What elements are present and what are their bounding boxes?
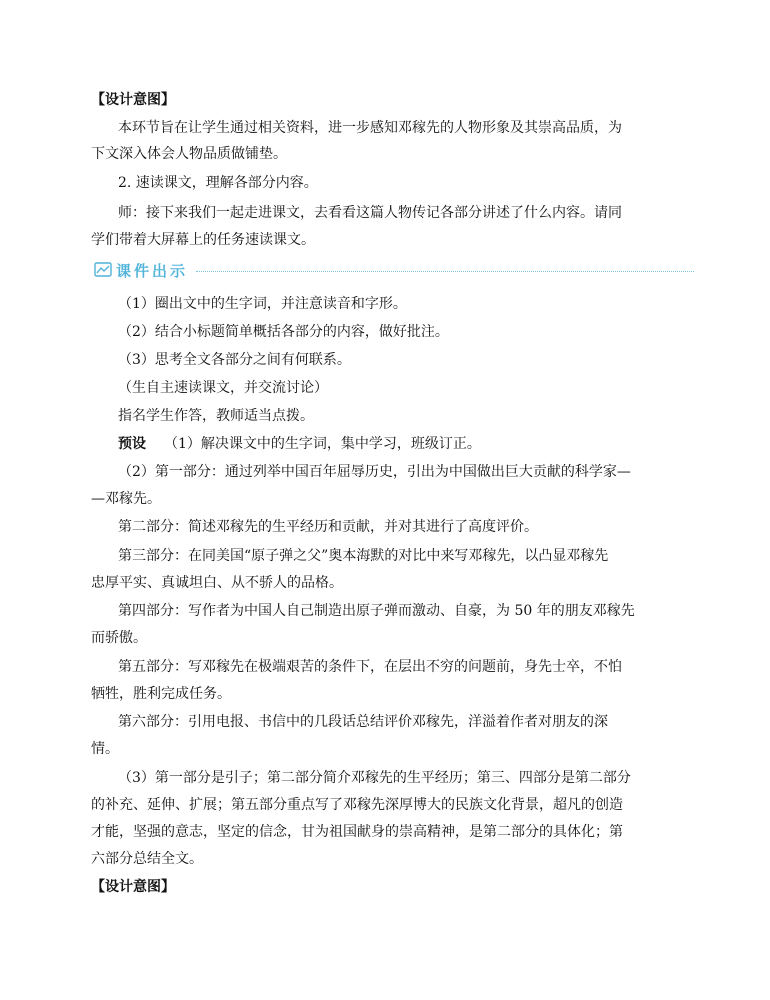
- preset-item-1: [118, 434, 770, 454]
- courseware-item-4: （生自主速读课文，并交流讨论）: [118, 380, 328, 396]
- courseware-divider: [196, 271, 694, 272]
- teacher-paragraph-line1: 师：接下来我们一起走进课文，去看看这篇人物传记各部分讲述了什么内容。请同: [118, 205, 622, 221]
- part-2-summary: 第二部分：简述邓稼先的生平经历和贡献，并对其进行了高度评价。: [118, 519, 538, 535]
- courseware-item-2: （2）结合小标题简单概括各部分的内容，做好批注。: [118, 324, 449, 340]
- part-6-summary-line2: 情。: [91, 741, 119, 757]
- part-5-summary-line1: 第五部分：写邓稼先在极端艰苦的条件下，在层出不穷的问题前，身先士卒，不怕: [118, 659, 622, 675]
- step-2-heading: 2. 速读课文，理解各部分内容。: [118, 175, 318, 191]
- part-5-summary-line2: 牺牲，胜利完成任务。: [91, 686, 231, 702]
- preset-item-2-line2: —邓稼先。: [91, 491, 161, 507]
- design-intent-heading: 【设计意图】: [91, 92, 175, 108]
- teacher-paragraph-line2: 学们带着大屏幕上的任务速读课文。: [91, 232, 315, 248]
- preset-item-3-line4: 六部分总结全文。: [91, 851, 203, 867]
- preset-item-3-line3: 才能，坚强的意志，坚定的信念，甘为祖国献身的崇高精神，是第二部分的具体化；第: [91, 824, 623, 840]
- preset-item-3-line1: （3）第一部分是引子；第二部分简介邓稼先的生平经历；第三、四部分是第二部分: [118, 770, 631, 786]
- preset-item-1-text: （1）解决课文中的生字词，集中学习，班级订正。: [164, 436, 481, 452]
- part-4-summary-line1: 第四部分：写作者为中国人自己制造出原子弹而激动、自豪，为 50 年的朋友邓稼先: [118, 603, 635, 619]
- preset-label: 预设: [118, 436, 146, 452]
- courseware-item-3: （3）思考全文各部分之间有何联系。: [118, 352, 351, 368]
- chart-icon: [94, 262, 112, 278]
- part-3-summary-line2: 忠厚平实、真诚坦白、从不骄人的品格。: [91, 575, 343, 591]
- courseware-item-5: 指名学生作答，教师适当点拨。: [118, 408, 314, 424]
- design-intent-paragraph-line2: 下文深入体会人物品质做铺垫。: [91, 146, 287, 162]
- courseware-title: 课件出示: [116, 261, 189, 280]
- preset-item-2-line1: （2）第一部分：通过列举中国百年屈辱历史，引出为中国做出巨大贡献的科学家—: [118, 464, 631, 480]
- part-4-summary-line2: 而骄傲。: [91, 630, 147, 646]
- design-intent-heading-2: 【设计意图】: [91, 879, 175, 895]
- preset-item-3-line2: 的补充、延伸、扩展；第五部分重点写了邓稼先深厚博大的民族文化背景，超凡的创造: [91, 797, 623, 813]
- part-3-summary-line1: 第三部分：在同美国“原子弹之父”奥本海默的对比中来写邓稼先，以凸显邓稼先: [118, 548, 609, 564]
- part-6-summary-line1: 第六部分：引用电报、书信中的几段话总结评价邓稼先，洋溢着作者对朋友的深: [118, 714, 608, 730]
- courseware-item-1: （1）圈出文中的生字词，并注意读音和字形。: [118, 296, 407, 312]
- courseware-banner: [94, 258, 694, 282]
- design-intent-paragraph-line1: 本环节旨在让学生通过相关资料，进一步感知邓稼先的人物形象及其崇高品质，为: [118, 120, 622, 136]
